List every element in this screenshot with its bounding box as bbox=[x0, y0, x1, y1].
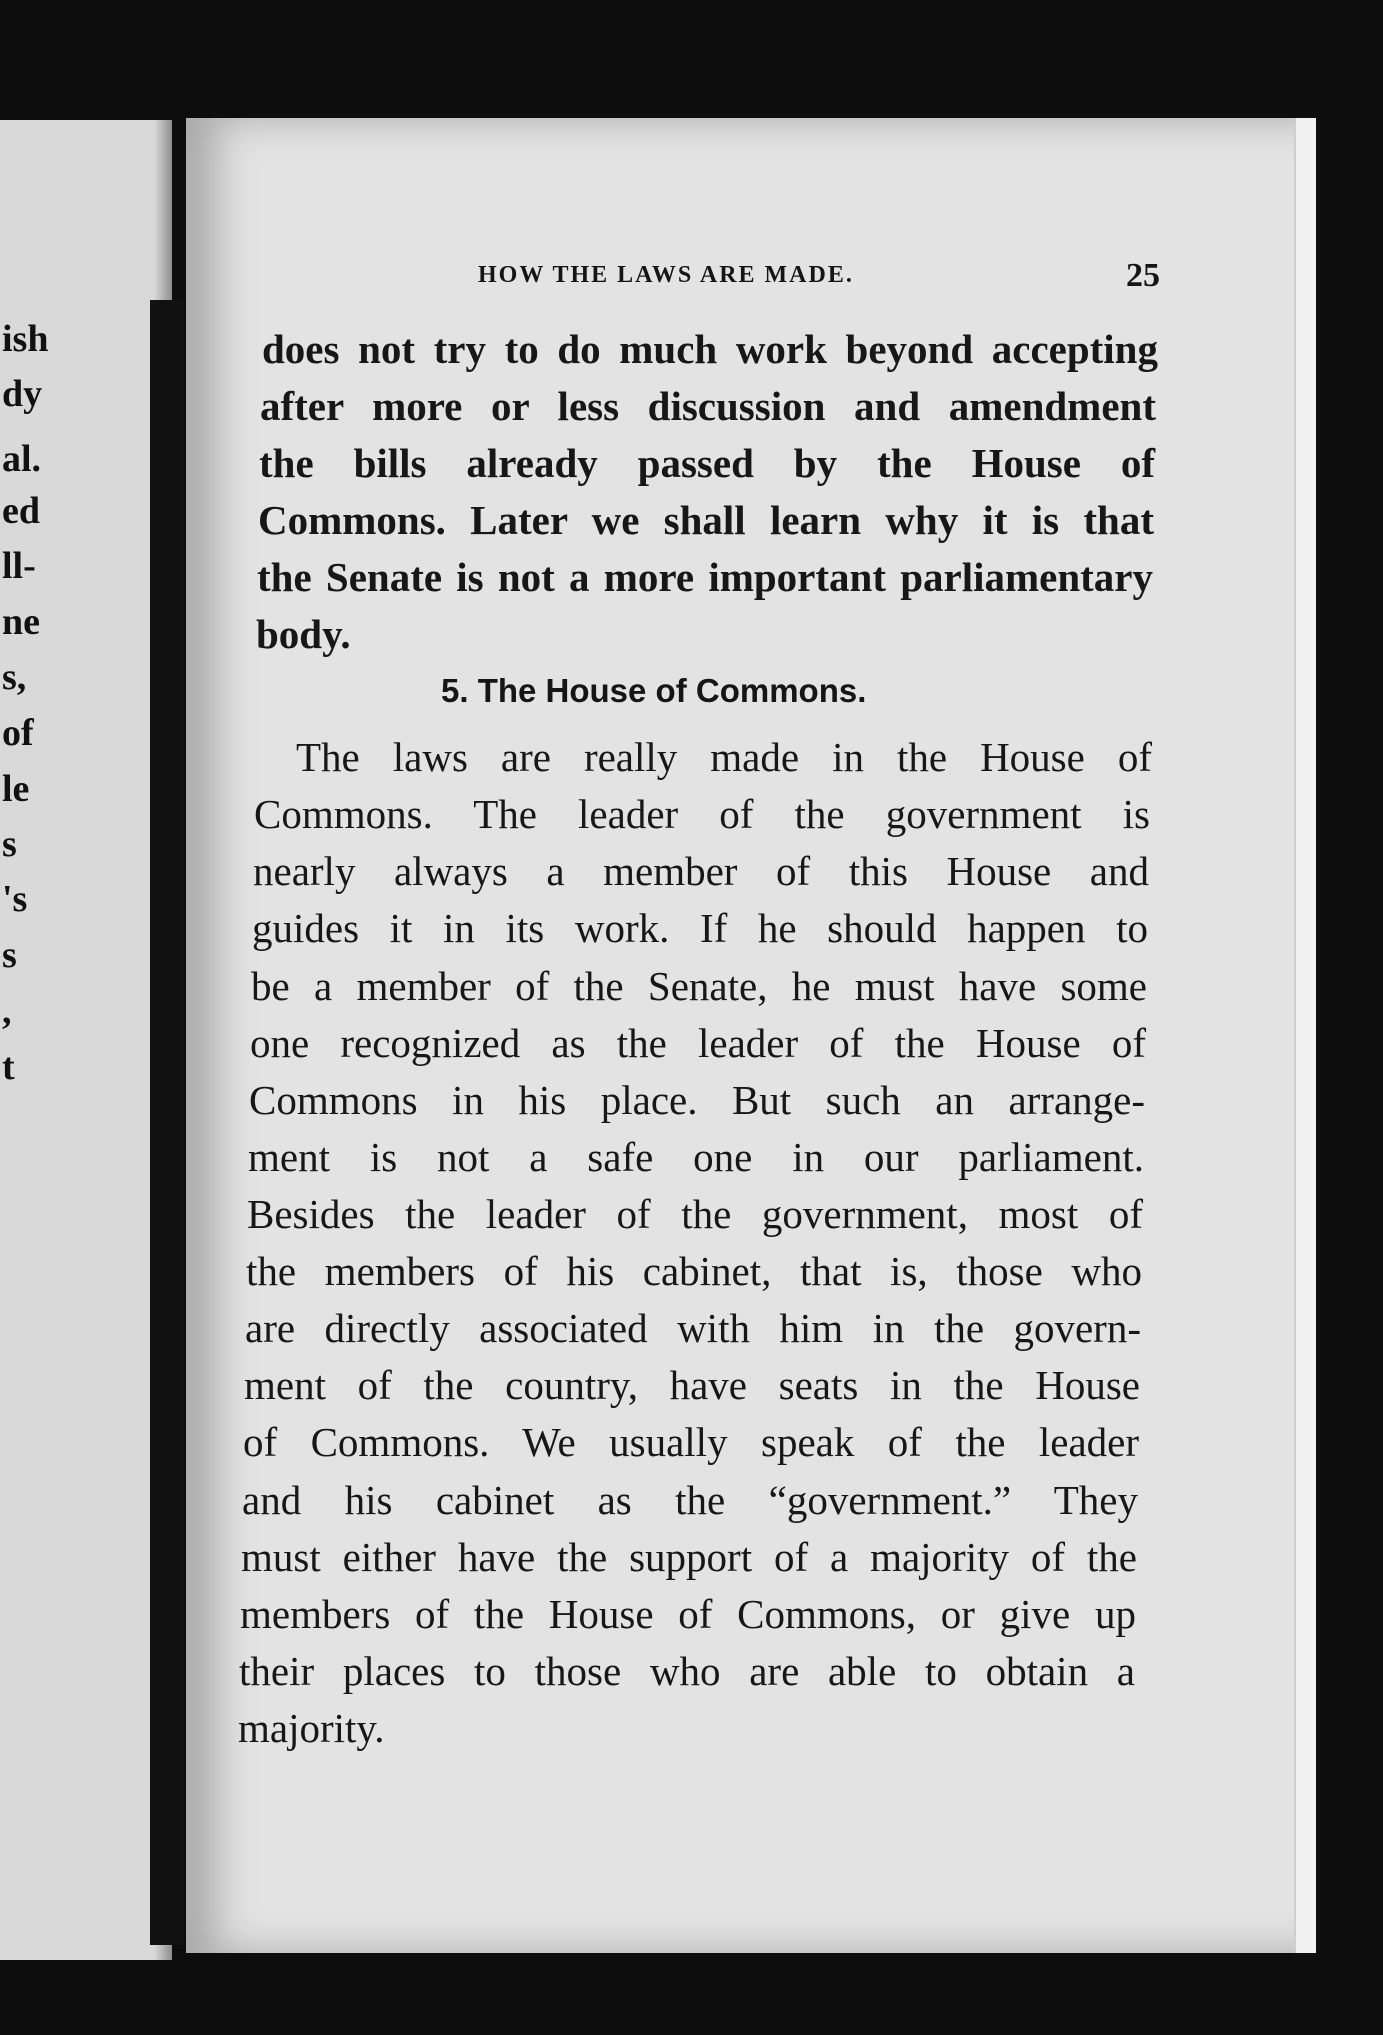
paragraph-2-line: their places to those who are able to obtain a bbox=[239, 1648, 1135, 1694]
page-number: 25 bbox=[1126, 257, 1160, 294]
prev-page-fragment: ish bbox=[2, 318, 49, 360]
paragraph-2-line: of Commons. We usually speak of the leader bbox=[243, 1419, 1139, 1465]
paragraph-2-line: one recognized as the leader of the House of bbox=[250, 1020, 1146, 1066]
paragraph-2-line: Commons. The leader of the government is bbox=[254, 791, 1150, 837]
paragraph-2-line: majority. bbox=[238, 1705, 385, 1751]
prev-page-fragment: t bbox=[2, 1046, 15, 1088]
page-edge bbox=[1294, 118, 1316, 1953]
prev-page-fragment: s bbox=[2, 934, 17, 976]
paragraph-2-line: The laws are really made in the House of bbox=[296, 734, 1152, 780]
paragraph-1-line: after more or less discussion and amendment bbox=[260, 383, 1156, 429]
paragraph-2-line: are directly associated with him in the govern- bbox=[245, 1305, 1141, 1351]
paragraph-2-line: guides it in its work. If he should happen to bbox=[252, 905, 1148, 951]
prev-page-fragment: al. bbox=[2, 438, 42, 480]
previous-page-edge bbox=[0, 120, 172, 1960]
prev-page-fragment: , bbox=[2, 990, 12, 1032]
paragraph-1-line: the Senate is not a more important parliamentary bbox=[257, 554, 1153, 600]
paragraph-2-line: members of the House of Commons, or give up bbox=[240, 1591, 1136, 1637]
prev-page-fragment: dy bbox=[2, 373, 43, 415]
paragraph-1-line: body. bbox=[256, 611, 351, 657]
paragraph-2-line: must either have the support of a majority of the bbox=[241, 1534, 1137, 1580]
paragraph-2-line: ment of the country, have seats in the House bbox=[244, 1362, 1140, 1408]
prev-page-fragment: of bbox=[2, 712, 34, 754]
paragraph-2-line: ment is not a safe one in our parliament. bbox=[248, 1134, 1144, 1180]
prev-page-fragment: s bbox=[2, 823, 17, 865]
paragraph-1-line: Commons. Later we shall learn why it is that bbox=[258, 497, 1154, 543]
paragraph-2-line: the members of his cabinet, that is, those who bbox=[246, 1248, 1142, 1294]
prev-page-fragment: ne bbox=[2, 601, 40, 643]
section-heading: 5. The House of Commons. bbox=[441, 672, 867, 709]
running-head: HOW THE LAWS ARE MADE. bbox=[478, 262, 854, 288]
binding-gutter bbox=[150, 300, 184, 1945]
paragraph-2-line: nearly always a member of this House and bbox=[253, 848, 1149, 894]
paragraph-1-line: the bills already passed by the House of bbox=[259, 440, 1155, 486]
prev-page-fragment: s, bbox=[2, 656, 27, 698]
prev-page-fragment: 's bbox=[2, 878, 28, 920]
paragraph-2-line: Commons in his place. But such an arrange- bbox=[249, 1077, 1145, 1123]
paragraph-2-line: Besides the leader of the government, most of bbox=[247, 1191, 1143, 1237]
prev-page-fragment: le bbox=[2, 768, 30, 810]
prev-page-fragment: ed bbox=[2, 490, 40, 532]
paragraph-2-line: be a member of the Senate, he must have some bbox=[251, 963, 1147, 1009]
paragraph-2-line: and his cabinet as the “government.” They bbox=[242, 1477, 1138, 1523]
prev-page-fragment: ll- bbox=[2, 545, 36, 587]
paragraph-1-line: does not try to do much work beyond accepting bbox=[262, 326, 1158, 372]
